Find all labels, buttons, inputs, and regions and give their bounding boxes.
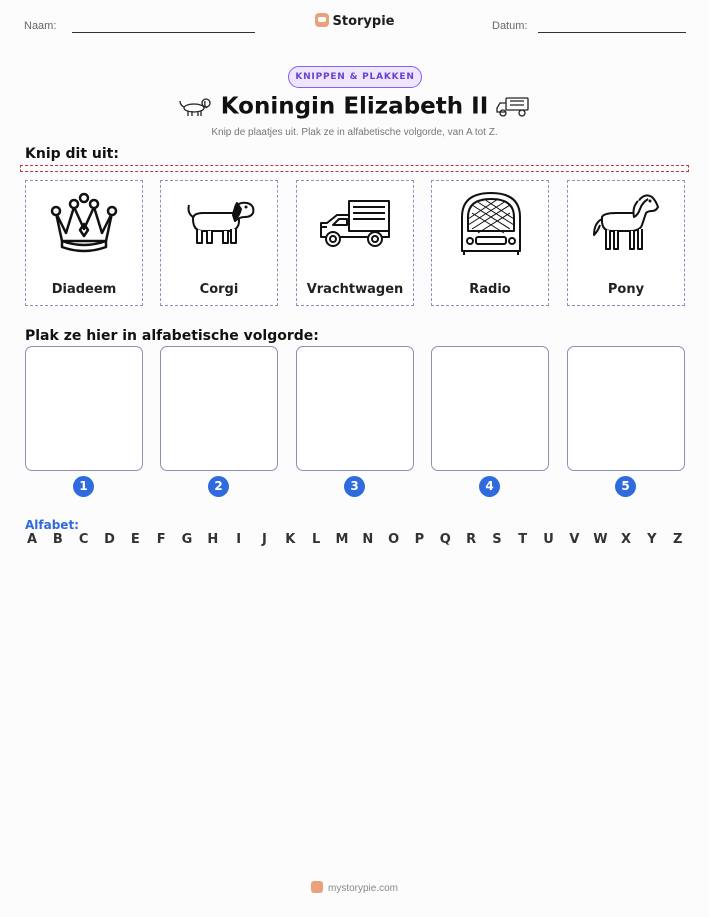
alphabet-letter: E <box>130 532 140 547</box>
cut-heading: Knip dit uit: <box>25 146 119 162</box>
cut-card-pony[interactable] <box>567 180 685 306</box>
date-label: Datum: <box>492 20 528 32</box>
alphabet-letter: V <box>569 532 580 547</box>
cut-card-corgi[interactable] <box>160 180 278 306</box>
alphabet-letter: J <box>262 532 267 547</box>
paste-slot-3[interactable] <box>296 346 414 471</box>
card-label: Pony <box>607 282 645 297</box>
alphabet-letter: I <box>236 532 242 547</box>
alphabet-letter: U <box>543 532 554 547</box>
slot-number-1: 1 <box>73 476 94 497</box>
slot-number-3: 3 <box>344 476 365 497</box>
slot-number-4: 4 <box>479 476 500 497</box>
paste-slot-2[interactable] <box>160 346 278 471</box>
date-field-line[interactable] <box>538 32 686 33</box>
alphabet-letter: Z <box>672 532 683 547</box>
alphabet-letter: G <box>181 532 193 547</box>
card-label: Vrachtwagen <box>306 282 404 297</box>
paste-heading: Plak ze hier in alfabetische volgorde: <box>25 328 319 344</box>
alphabet-letter: S <box>492 532 502 547</box>
instructions: Knip de plaatjes uit. Plak ze in alfabetische volgorde, van A tot Z. <box>211 127 498 138</box>
alphabet-label: Alfabet: <box>25 518 79 532</box>
storypie-logo-icon <box>315 13 329 27</box>
alphabet-letter: O <box>388 532 400 547</box>
alphabet-letter: Y <box>647 532 657 547</box>
alphabet-letter: N <box>362 532 374 547</box>
alphabet-letter: P <box>414 532 425 547</box>
brand-logo <box>0 13 709 29</box>
alphabet-letter: T <box>518 532 528 547</box>
page-title <box>0 93 709 120</box>
storypie-logo-icon <box>311 881 323 893</box>
alphabet-letter: A <box>26 532 38 547</box>
brand-name: Storypie <box>332 14 395 29</box>
paste-slot-4[interactable] <box>431 346 549 471</box>
alphabet-letter: H <box>207 532 219 547</box>
activity-badge: KNIPPEN & PLAKKEN <box>288 66 422 88</box>
card-label: Radio <box>469 282 511 297</box>
cut-card-vrachtwagen[interactable] <box>296 180 414 306</box>
truck-icon <box>496 95 530 119</box>
alphabet-letter: W <box>593 532 608 547</box>
alphabet-row <box>25 532 685 547</box>
name-label: Naam: <box>24 20 57 32</box>
alphabet-letter: X <box>621 532 632 547</box>
pony-icon <box>590 191 664 257</box>
alphabet-letter: C <box>78 532 89 547</box>
crown-icon <box>48 191 120 257</box>
dog-icon <box>183 191 257 257</box>
footer <box>0 881 709 894</box>
slot-number-5: 5 <box>615 476 636 497</box>
alphabet-letter: R <box>466 532 477 547</box>
alphabet-letter: F <box>156 532 166 547</box>
alphabet-letter: B <box>52 532 63 547</box>
alphabet-letter: Q <box>439 532 451 547</box>
cut-line <box>20 165 689 172</box>
radio-icon <box>454 191 528 257</box>
paste-slot-5[interactable] <box>567 346 685 471</box>
card-label: Diadeem <box>51 282 117 297</box>
card-label: Corgi <box>199 282 239 297</box>
title-text: Koningin Elizabeth II <box>220 93 489 120</box>
footer-site: mystorypie.com <box>327 883 398 894</box>
alphabet-letter: D <box>104 532 115 547</box>
paste-slot-1[interactable] <box>25 346 143 471</box>
dog-icon <box>179 95 213 119</box>
alphabet-letter: L <box>311 532 321 547</box>
name-field-line[interactable] <box>72 32 255 33</box>
alphabet-letter: K <box>285 532 296 547</box>
truck-icon <box>319 191 393 257</box>
alphabet-letter: M <box>335 532 349 547</box>
slot-number-2: 2 <box>208 476 229 497</box>
cut-card-radio[interactable] <box>431 180 549 306</box>
cut-card-diadeem[interactable] <box>25 180 143 306</box>
